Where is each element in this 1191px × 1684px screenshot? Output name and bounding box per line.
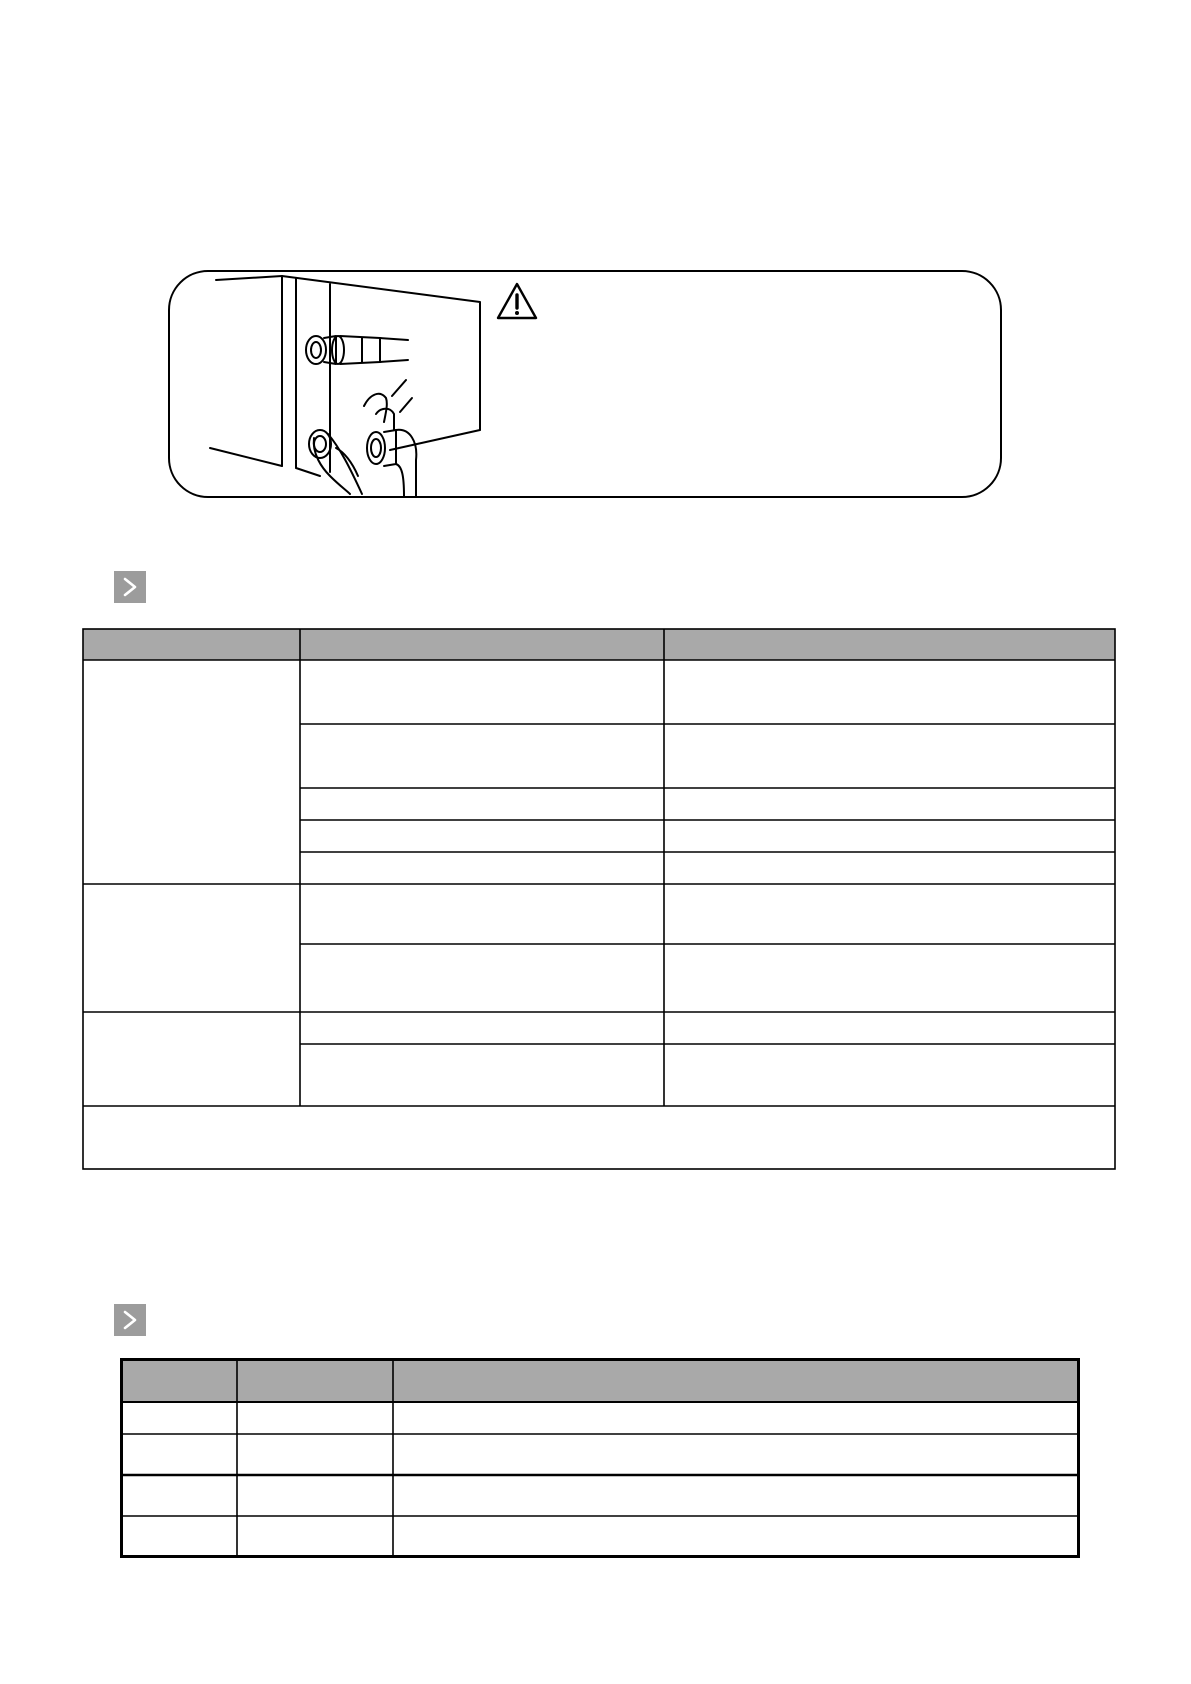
troubleshooting-table (82, 628, 1116, 1170)
table-header-row (83, 629, 1115, 660)
warning-triangle-icon (496, 282, 538, 320)
table-header-row (121, 1359, 1079, 1402)
chevron-right-icon (121, 1310, 139, 1330)
info-table (120, 1358, 1080, 1558)
unit-pipe-connection-icon (180, 272, 640, 496)
section-marker-2 (114, 1304, 146, 1336)
chevron-right-icon (121, 577, 139, 597)
caution-callout (168, 270, 1002, 498)
section-marker-1 (114, 571, 146, 603)
